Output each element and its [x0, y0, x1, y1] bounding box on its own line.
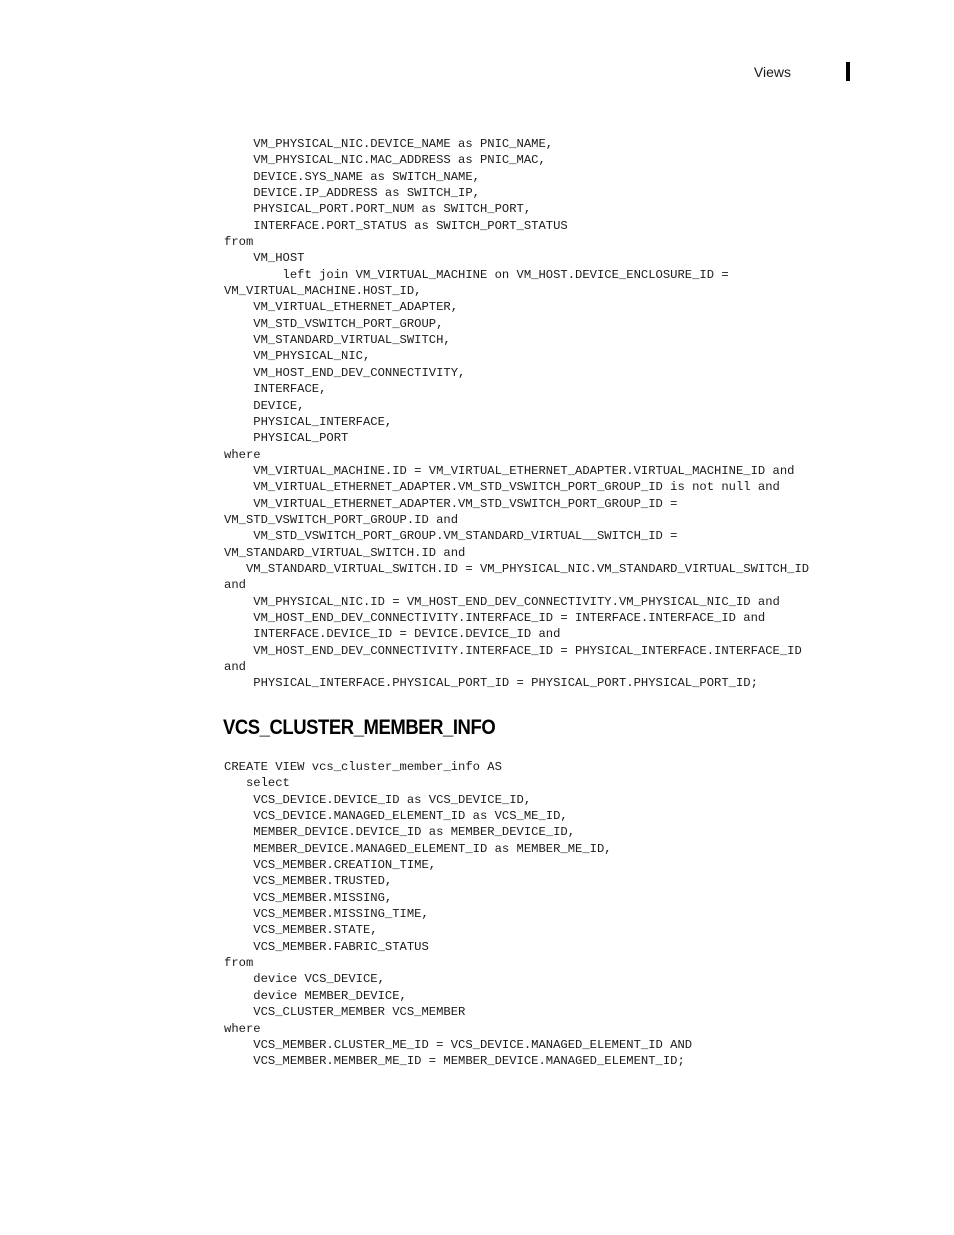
section-heading: VCS_CLUSTER_MEMBER_INFO: [223, 716, 496, 739]
header-marker-bar: [846, 62, 850, 81]
running-header: Views: [753, 64, 791, 80]
sql-code-block-view-continuation: VM_PHYSICAL_NIC.DEVICE_NAME as PNIC_NAME, VM_PHYSICAL_NIC.MAC_ADDRESS as PNIC_MAC, DEVICE.SYS_NAME as SWITCH_NAME, DEVICE.IP_ADDRESS as SWITCH_IP, PHYSICAL_PORT.PORT_NUM as SWITCH_PORT, INTERFACE.PORT_STATUS as SWITCH_PORT_STATUS from VM_HOST left join VM_VIRTUAL_MACHINE on VM_HOST.DEVICE_ENCLOSURE_ID = VM_VIRTUAL_MACHINE.HOST_ID, VM_VIRTUAL_ETHERNET_ADAPTER, VM_STD_VSWITCH_PORT_GROUP, VM_STANDARD_VIRTUAL_SWITCH, VM_PHYSICAL_NIC, VM_HOST_END_DEV_CONNECTIVITY, INTERFACE, DEVICE, PHYSICAL_INTERFACE, PHYSICAL_PORT where VM_VIRTUAL_MACHINE.ID = VM_VIRTUAL_ETHERNET_ADAPTER.VIRTUAL_MACHINE_ID and VM_VIRTUAL_ETHERNET_ADAPTER.VM_STD_VSWITCH_PORT_GROUP_ID is not null and VM_VIRTUAL_ETHERNET_ADAPTER.VM_STD_VSWITCH_PORT_GROUP_ID = VM_STD_VSWITCH_PORT_GROUP.ID and VM_STD_VSWITCH_PORT_GROUP.VM_STANDARD_VIRTUAL__SWITCH_ID = VM_STANDARD_VIRTUAL_SWITCH.ID and VM_STANDARD_VIRTUAL_SWITCH.ID = VM_PHYSICAL_NIC.VM_STANDARD_VIRTUAL_SWITCH_ID and VM_PHYSICAL_NIC.ID = VM_HOST_END_DEV_CONNECTIVITY.VM_PHYSICAL_NIC_ID and VM_HOST_END_DEV_CONNECTIVITY.INTERFACE_ID = INTERFACE.INTERFACE_ID and INTERFACE.DEVICE_ID = DEVICE.DEVICE_ID and VM_HOST_END_DEV_CONNECTIVITY.INTERFACE_ID = PHYSICAL_INTERFACE.INTERFACE_ID and PHYSICAL_INTERFACE.PHYSICAL_PORT_ID = PHYSICAL_PORT.PHYSICAL_PORT_ID;: [224, 137, 810, 691]
sql-code-block-vcs-cluster-member-info: CREATE VIEW vcs_cluster_member_info AS select VCS_DEVICE.DEVICE_ID as VCS_DEVICE_ID, VCS_DEVICE.MANAGED_ELEMENT_ID as VCS_ME_ID, MEMBER_DEVICE.DEVICE_ID as MEMBER_DEVICE_ID, MEMBER_DEVICE.MANAGED_ELEMENT_ID as MEMBER_ME_ID, VCS_MEMBER.CREATION_TIME, VCS_MEMBER.TRUSTED, VCS_MEMBER.MISSING, VCS_MEMBER.MISSING_TIME, VCS_MEMBER.STATE, VCS_MEMBER.FABRIC_STATUS from device VCS_DEVICE, device MEMBER_DEVICE, VCS_CLUSTER_MEMBER VCS_MEMBER where VCS_MEMBER.CLUSTER_ME_ID = VCS_DEVICE.MANAGED_ELEMENT_ID AND VCS_MEMBER.MEMBER_ME_ID = MEMBER_DEVICE.MANAGED_ELEMENT_ID;: [224, 760, 693, 1069]
